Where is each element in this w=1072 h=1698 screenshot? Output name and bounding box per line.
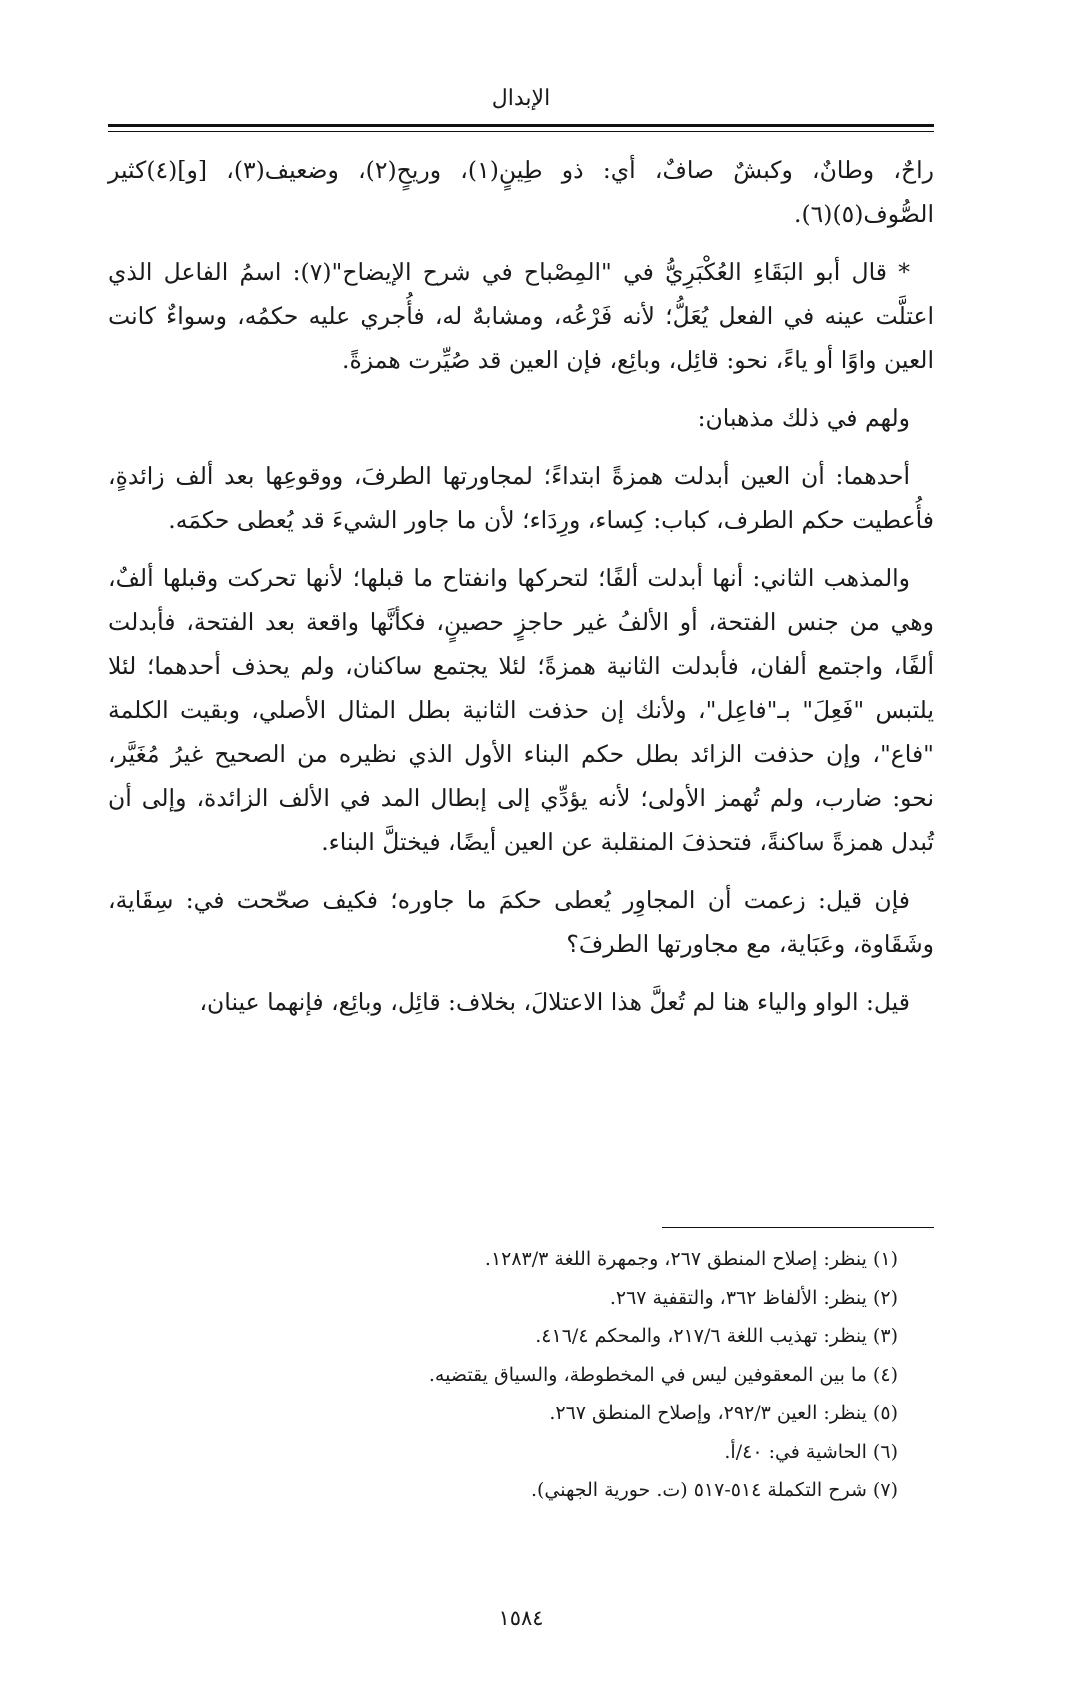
paragraph-continuation: راحٌ، وطانٌ، وكبشٌ صافٌ، أي: ذو طِينٍ(١)، وريحٍ(٢)، وضعيف(٣)، [و](٤)كثير الصُّوف(٥)(٦).: [108, 156, 934, 228]
footnote-7: (٧) شرح التكملة ٥١٤-٥١٧ (ت. حورية الجهني).: [530, 1479, 898, 1501]
header-rule-thin: [108, 131, 934, 132]
footnotes: [108, 1240, 898, 1510]
footnote-3: (٣) ينظر: تهذيب اللغة ٢١٧/٦، والمحكم ٤١٦/٤.: [535, 1325, 898, 1347]
main-text: [108, 148, 934, 1038]
footnote-5: (٥) ينظر: العين ٢٩٢/٣، وإصلاح المنطق ٢٦٧.: [549, 1402, 898, 1424]
footnote-6: (٦) الحاشية في: ٤٠/أ.: [724, 1440, 898, 1463]
paragraph-second-school: والمذهب الثاني: أنها أبدلت ألفًا؛ لتحركها وانفتاح ما قبلها؛ لأنها تحركت وقبلها ألفٌ، وهي من جنس الفتحة، أو الألفُ غير حاجزٍ حصينٍ، فكأنَّها واقعة بعد الفتحة، فأبدلت ألفًا، واجتمع ألفان، فأبدلت الثانية همزةً؛ لئلا يجتمع ساكنان، ولم يحذف أحدهما؛ لئلا يلتبس "فَعِلَ" بـ"فاعِل"، ولأنك إن حذفت الثانية بطل المثال الأصلي، وبقيت الكلمة "فاع"، وإن حذفت الزائد بطل حكم البناء الأول الذي نظيره من الصحيح غيرُ مُغَيَّر، نحو: ضارب، ولم تُهمز الأولى؛ لأنه يؤدِّي إلى إبطال المد في الألف الزائدة، وإلى أن تُبدل همزةً ساكنةً، فتحذفَ المنقلبة عن العين أيضًا، فيختلَّ البناء.: [108, 564, 934, 856]
paragraph-objection: فإن قيل: زعمت أن المجاوِر يُعطى حكمَ ما جاوره؛ فكيف صحّحت في: سِقَاية، وشَقَاوة، وعَبَاية، مع مجاورتها الطرفَ؟: [108, 886, 934, 958]
paragraph-abu-albaqaa: * قال أبو البَقَاءِ العُكْبَرِيُّ في "المِصْباح في شرح الإيضاح"(٧): اسمُ الفاعل الذي اعتلَّت عينه في الفعل يُعَلُّ؛ لأنه فَرْعُه، ومشابهٌ له، فأُجري عليه حكمُه، وسواءٌ كانت العين واوًا أو ياءً، نحو: قائِل، وبائِع، فإن العين قد صُيِّرت همزةً.: [108, 258, 934, 374]
header-rule-thick: [108, 124, 934, 127]
page-number: ١٥٨٤: [498, 1606, 544, 1630]
footnote-1: (١) ينظر: إصلاح المنطق ٢٦٧، وجمهرة اللغة ١٢٨٣/٣.: [484, 1248, 898, 1270]
paragraph-reply: قيل: الواو والياء هنا لم تُعلَّ هذا الاعتلالَ، بخلاف: قائِل، وبائِع، فإنهما عينان،: [199, 988, 910, 1016]
running-title: الإبدال: [491, 86, 551, 111]
paragraph-two-schools: ولهم في ذلك مذهبان:: [697, 404, 910, 432]
footnote-2: (٢) ينظر: الألفاظ ٣٦٢، والتقفية ٢٦٧.: [609, 1286, 898, 1309]
paragraph-first-school: أحدهما: أن العين أبدلت همزةً ابتداءً؛ لمجاورتها الطرفَ، ووقوعِها بعد ألف زائدةٍ، فأُعطيت حكم الطرف، كباب: كِساء، ورِدَاء؛ لأن ما جاور الشيءَ قد يُعطى حكمَه.: [108, 462, 934, 534]
footnote-4: (٤) ما بين المعقوفين ليس في المخطوطة، والسياق يقتضيه.: [428, 1363, 898, 1386]
footnote-separator: [662, 1227, 934, 1228]
